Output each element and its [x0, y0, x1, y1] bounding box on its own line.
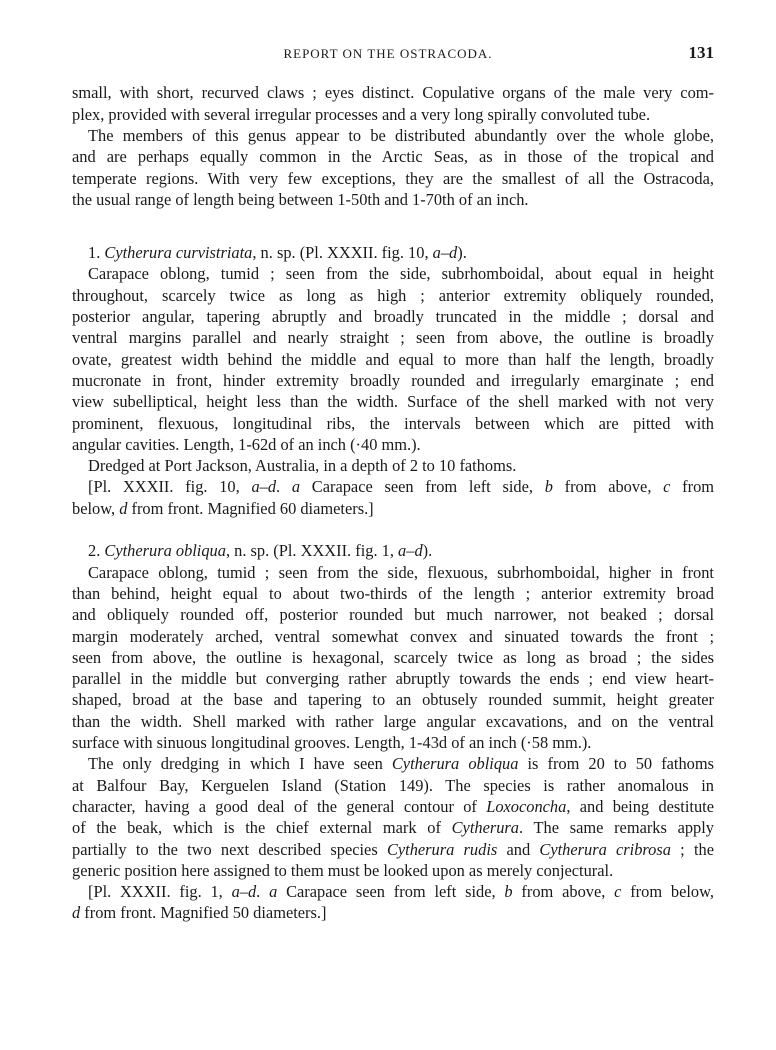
text-run: seen from above, the outline is hexagonal, scarcely twice as long as broad ; the sides: [72, 647, 714, 667]
text-run: Dredged at Port Jackson, Australia, in a depth of 2 to 10 fathoms.: [88, 456, 517, 476]
text-run: prominent, flexuous, longitudinal ribs, the intervals between which are pitted with: [72, 413, 714, 433]
text-run: and: [497, 839, 540, 859]
text-line: [72, 349, 714, 370]
text-run: plex, provided with several irregular processes and a very long spirally convoluted tube.: [72, 104, 651, 124]
text-run: margin moderately arched, ventral somewhat convex and sinuated towards the front ;: [72, 626, 714, 646]
italic-text: d: [119, 498, 128, 518]
text-line: [72, 168, 714, 189]
text-line: [72, 434, 714, 455]
italic-text: c: [614, 882, 622, 902]
italic-text: a–d: [251, 477, 277, 497]
text-run: , n. sp. (Pl. XXXII. fig. 10,: [252, 243, 433, 263]
text-line: [72, 146, 714, 167]
text-run: Carapace oblong, tumid ; seen from the side, flexuous, subrhomboidal, higher in front: [88, 562, 714, 582]
italic-text: b: [504, 882, 513, 902]
italic-text: b: [544, 477, 553, 497]
text-line: [72, 327, 714, 348]
text-line: [88, 125, 714, 146]
italic-text: Cytherura obliqua: [391, 754, 519, 774]
text-line: [72, 775, 714, 796]
text-run: from front. Magnified 50 diameters.]: [80, 903, 327, 923]
text-run: from above,: [512, 882, 615, 902]
text-run: generic position here assigned to them must be looked upon as merely conjectural.: [72, 860, 614, 880]
text-line: [72, 711, 714, 732]
text-line: [72, 413, 714, 434]
text-run: . The same remarks apply: [519, 818, 714, 838]
text-run: , and being destitute: [566, 796, 714, 816]
text-line: [72, 839, 714, 860]
italic-text: c: [663, 477, 671, 497]
text-line: [88, 562, 714, 583]
text-line: [72, 82, 714, 103]
text-run: [Pl. XXXII. fig. 10,: [88, 477, 252, 497]
text-run: 1.: [88, 243, 105, 263]
page-number: 131: [688, 43, 714, 62]
text-run: temperate regions. With very few exceptions, they are the smallest of all the Ostracoda,: [72, 168, 714, 188]
text-line: [72, 604, 714, 625]
text-run: Carapace oblong, tumid ; seen from the side, subrhomboidal, about equal in height: [88, 264, 714, 284]
text-run: of the beak, which is the chief external mark of: [72, 818, 452, 838]
text-line: [88, 476, 714, 497]
text-line: [72, 306, 714, 327]
italic-text: Cytherura curvistriata: [104, 243, 253, 263]
text-run: parallel in the middle but converging rather abruptly towards the ends ; end view heart-: [72, 669, 714, 689]
text-run: Carapace seen from left side,: [300, 477, 545, 497]
text-run: The only dredging in which I have seen: [88, 754, 392, 774]
text-run: than behind, height equal to about two-thirds of the length ; anterior extremity broad: [72, 583, 714, 603]
text-line: [72, 817, 714, 838]
text-run: .: [276, 477, 292, 497]
italic-text: d: [72, 903, 81, 923]
species-heading: [88, 242, 714, 263]
text-run: posterior angular, tapering abruptly and broadly truncated in the middle ; dorsal and: [72, 307, 714, 326]
text-line: [72, 370, 714, 391]
italic-text: a: [291, 477, 301, 497]
italic-text: a–d: [398, 541, 423, 561]
text-run: is from 20 to 50 fathoms: [518, 754, 715, 774]
text-run: from front. Magnified 60 diameters.]: [127, 498, 374, 518]
text-run: from below,: [621, 882, 714, 902]
text-run: partially to the two next described species: [72, 839, 387, 859]
text-run: ventral margins parallel and nearly straight ; seen from above, the outline is broadly: [72, 328, 714, 348]
text-line: [72, 626, 714, 647]
italic-text: Cytherura rudis: [386, 839, 498, 859]
italic-text: Cytherura obliqua: [104, 541, 226, 561]
text-run: throughout, scarcely twice as long as high ; anterior extremity obliquely rounded,: [72, 285, 714, 305]
text-run: from: [670, 477, 715, 497]
text-run: surface with sinuous longitudinal grooves. Length, 1-43d of an inch (·58 mm.).: [72, 733, 592, 752]
text-line: [72, 189, 714, 210]
italic-text: a: [269, 882, 278, 902]
text-run: .: [256, 882, 270, 902]
running-title: REPORT ON THE OSTRACODA.: [283, 46, 493, 61]
text-line: [72, 902, 714, 923]
species-heading: [88, 540, 714, 561]
text-line: [72, 668, 714, 689]
text-run: 2.: [88, 541, 105, 561]
text-line: [88, 263, 714, 284]
text-run: ).: [457, 243, 467, 263]
italic-text: a–d: [231, 882, 257, 902]
text-line: [88, 455, 714, 476]
text-run: view subelliptical, height less than the width. Surface of the shell marked with not very: [72, 392, 714, 412]
text-line: [88, 753, 714, 774]
text-line: [72, 860, 714, 881]
text-line: [72, 689, 714, 710]
text-run: [Pl. XXXII. fig. 1,: [88, 882, 232, 902]
text-line: [72, 647, 714, 668]
text-run: the usual range of length being between 1-50th and 1-70th of an inch.: [72, 189, 529, 209]
text-line: [72, 498, 714, 519]
text-run: ; the: [670, 839, 714, 859]
text-run: mucronate in front, hinder extremity broadly rounded and irregularly emarginate ; end: [72, 370, 714, 390]
text-line: [72, 391, 714, 412]
text-line: [72, 104, 714, 125]
text-line: [72, 583, 714, 604]
text-run: shaped, broad at the base and tapering to an obtusely rounded summit, height greater: [72, 690, 714, 710]
italic-text: Cytherura cribrosa: [539, 839, 671, 859]
text-run: character, having a good deal of the general contour of: [72, 796, 487, 816]
text-run: and obliquely rounded off, posterior rounded but much narrower, not beaked ; dorsal: [72, 605, 714, 625]
text-run: ).: [422, 541, 433, 561]
text-run: below,: [72, 498, 120, 518]
text-line: [72, 732, 714, 753]
italic-text: Loxoconcha: [486, 796, 567, 816]
text-run: The members of this genus appear to be distributed abundantly over the whole globe,: [88, 125, 714, 145]
text-run: than the width. Shell marked with rather large angular excavations, and on the ventral: [72, 711, 714, 731]
text-run: ovate, greatest width behind the middle and equal to more than half the length, broadly: [72, 349, 714, 369]
text-run: from above,: [552, 477, 664, 497]
text-line: [72, 285, 714, 306]
text-run: and are perhaps equally common in the Arctic Seas, as in those of the tropical and: [72, 147, 714, 167]
text-run: small, with short, recurved claws ; eyes distinct. Copulative organs of the male very com-: [72, 83, 714, 103]
text-run: , n. sp. (Pl. XXXII. fig. 1,: [225, 541, 399, 561]
text-run: angular cavities. Length, 1-62d of an inch (·40 mm.).: [72, 434, 421, 454]
text-run: at Balfour Bay, Kerguelen Island (Station 149). The species is rather anomalous in: [72, 775, 714, 795]
text-run: Carapace seen from left side,: [277, 882, 505, 902]
text-line: [88, 881, 714, 902]
text-line: [72, 796, 714, 817]
italic-text: a–d: [432, 243, 458, 263]
italic-text: Cytherura: [451, 818, 520, 838]
